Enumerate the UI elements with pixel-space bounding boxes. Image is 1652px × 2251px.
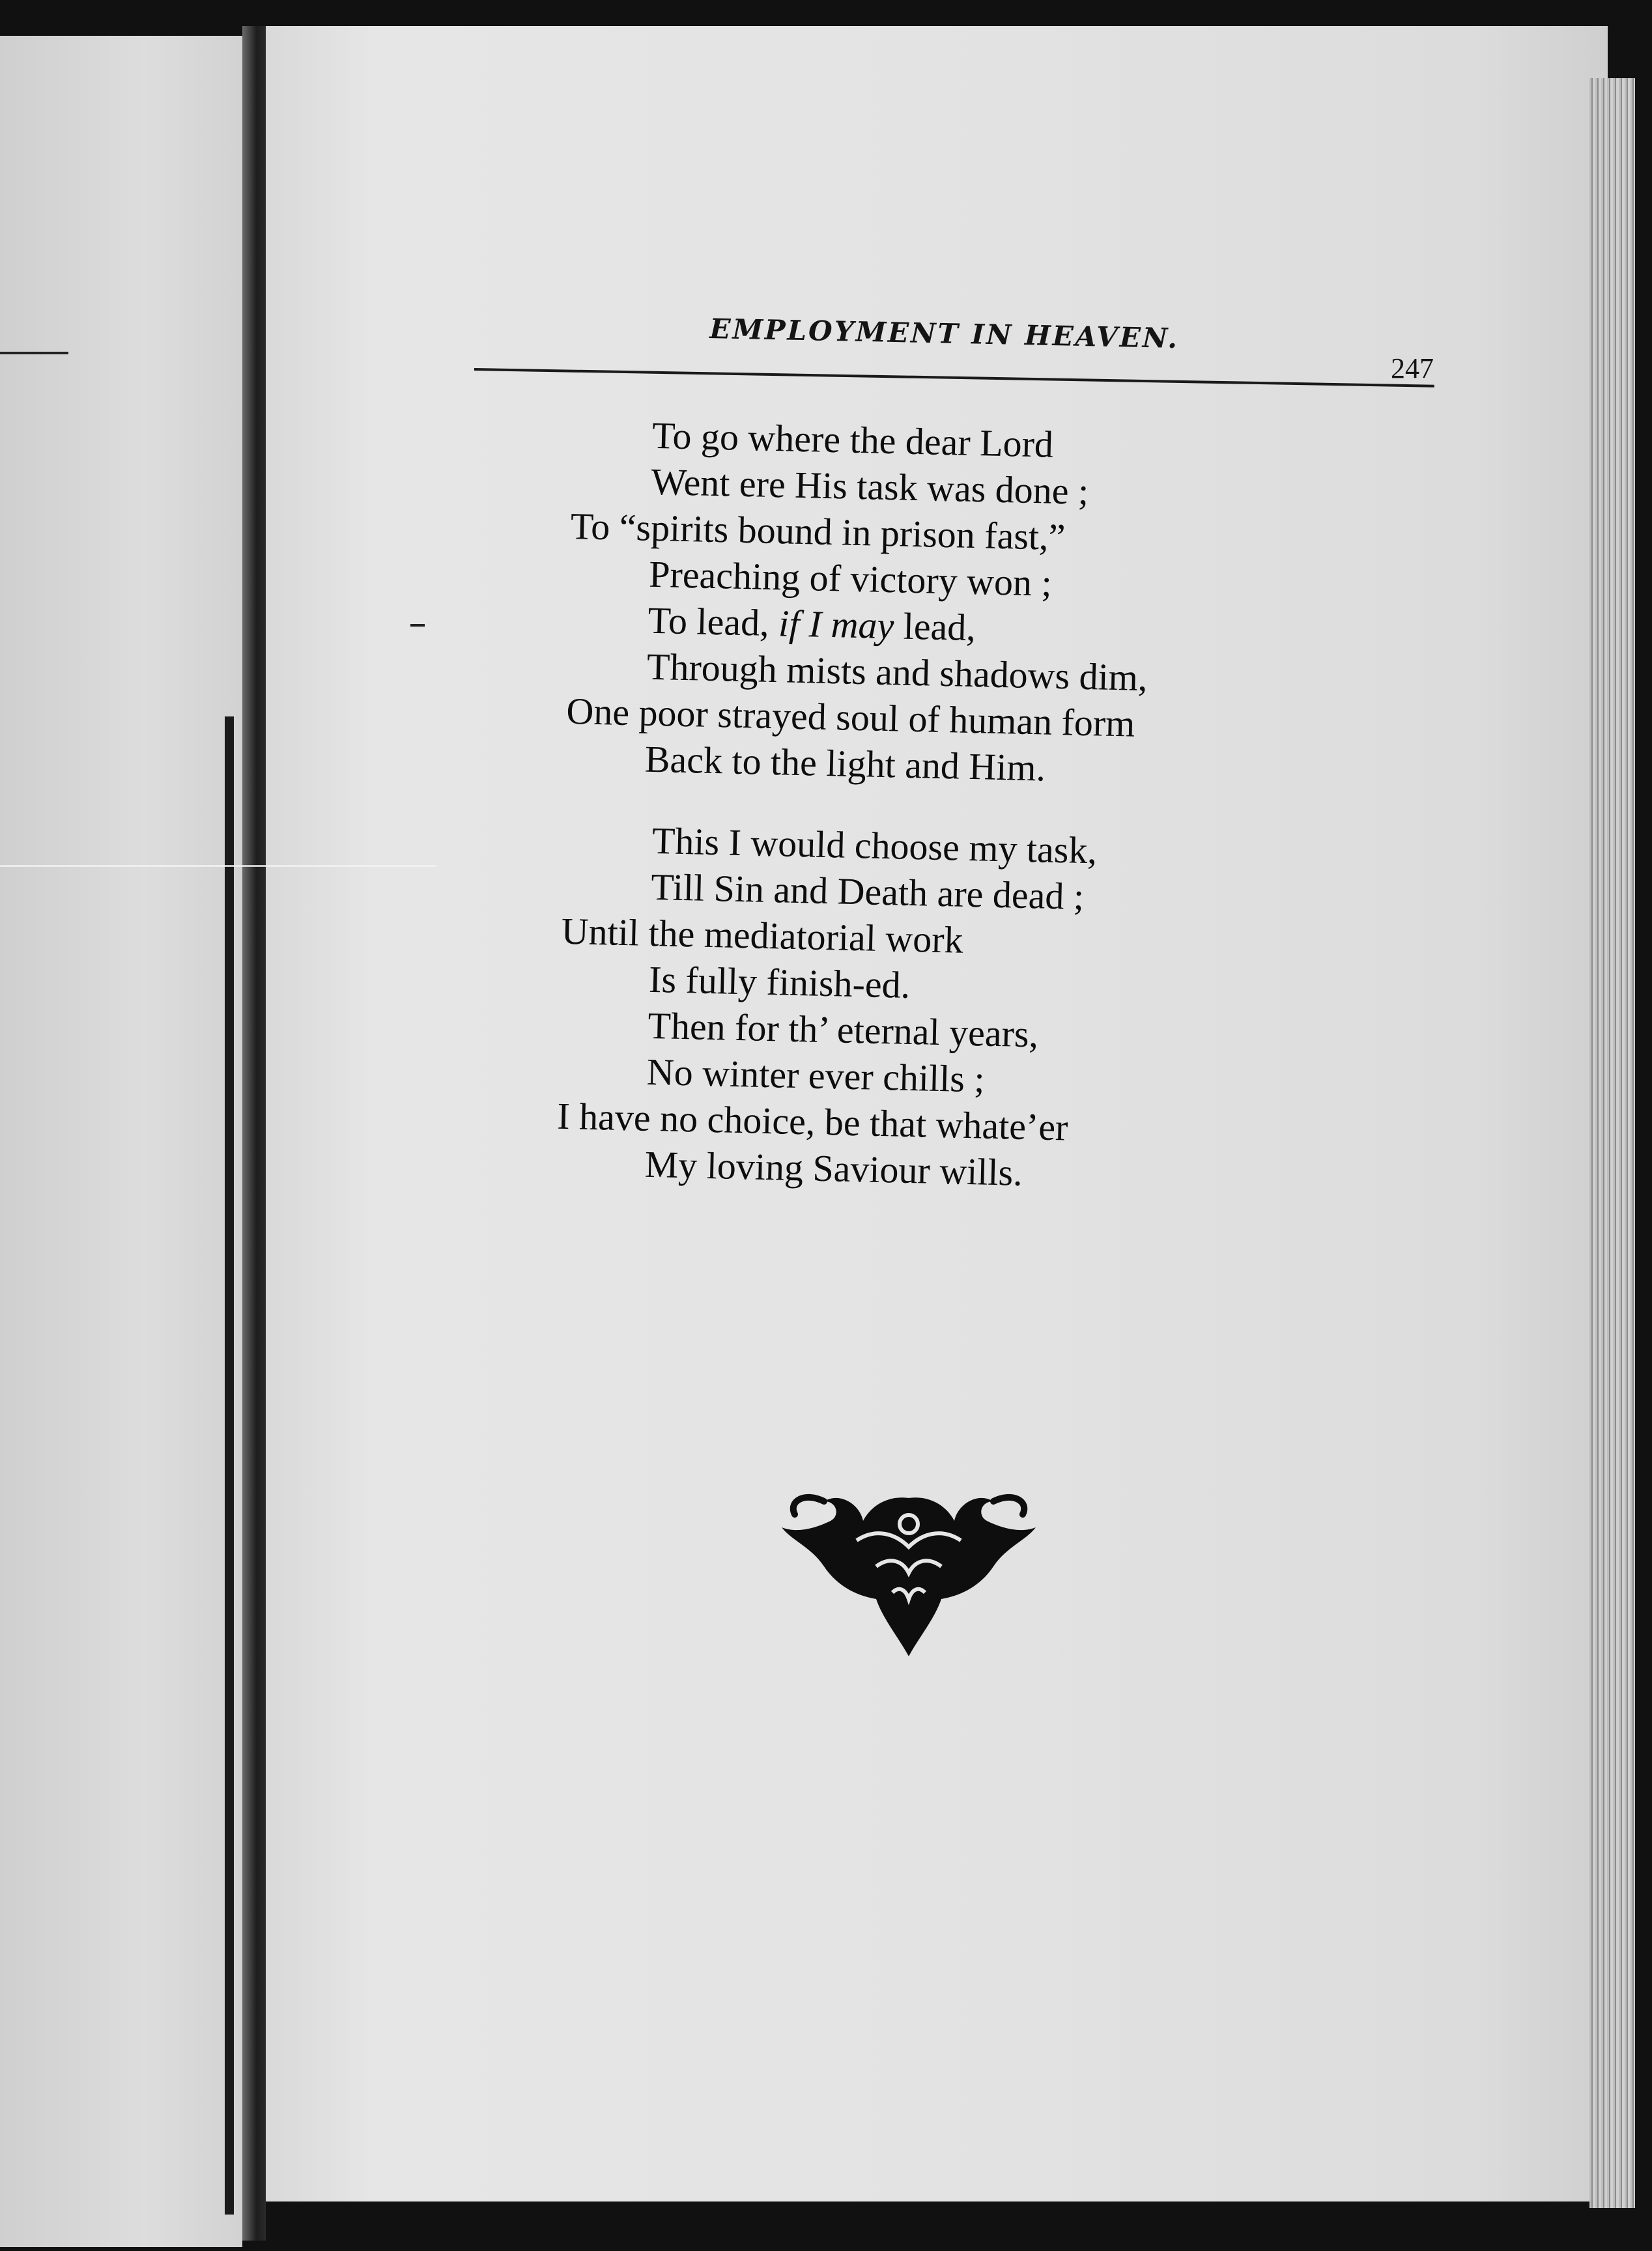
poem-line: One poor strayed soul of human form <box>565 689 1136 745</box>
poem-text: To lead, <box>647 599 770 644</box>
stanza-1 <box>565 410 1355 798</box>
running-head: EMPLOYMENT IN HEAVEN. <box>709 313 1180 355</box>
poem-text: lead, <box>903 604 976 649</box>
poem-line: Went ere His task was done ; <box>650 460 1089 513</box>
poem-line: Till Sin and Death are dead ; <box>650 865 1085 918</box>
poem-line: Back to the light and Him. <box>644 737 1046 789</box>
faint-rule <box>0 865 436 867</box>
stray-mark <box>410 624 425 627</box>
poem-italic-text: if I may <box>778 602 895 647</box>
facing-page-rule <box>0 352 68 354</box>
poem <box>556 410 1355 1203</box>
poem-line: Then for th’ eternal years, <box>647 1004 1039 1056</box>
poem-line: Preaching of victory won ; <box>648 552 1053 604</box>
poem-line: Is fully finish-ed. <box>648 957 911 1006</box>
page-number: 247 <box>1391 352 1434 384</box>
poem-line: No winter ever chills ; <box>646 1050 986 1101</box>
book-gutter <box>242 26 266 2241</box>
poem-line: Until the mediatorial work <box>561 909 964 961</box>
facing-page-edge <box>0 36 242 2247</box>
stanza-2 <box>556 815 1346 1203</box>
page-edges <box>1589 78 1635 2208</box>
poem-line: This I would choose my task, <box>651 819 1098 872</box>
poem-line: I have no choice, be that whate’er <box>556 1094 1069 1149</box>
poem-line: My loving Saviour wills. <box>644 1142 1023 1194</box>
facing-page-gutter-shadow <box>225 716 234 2215</box>
poem-line: Through mists and shadows dim, <box>646 645 1148 700</box>
poem-line: To “spirits bound in prison fast,” <box>570 504 1066 559</box>
poem-line: To go where the dear Lord <box>651 414 1054 466</box>
floral-tailpiece-icon <box>778 1482 1039 1658</box>
